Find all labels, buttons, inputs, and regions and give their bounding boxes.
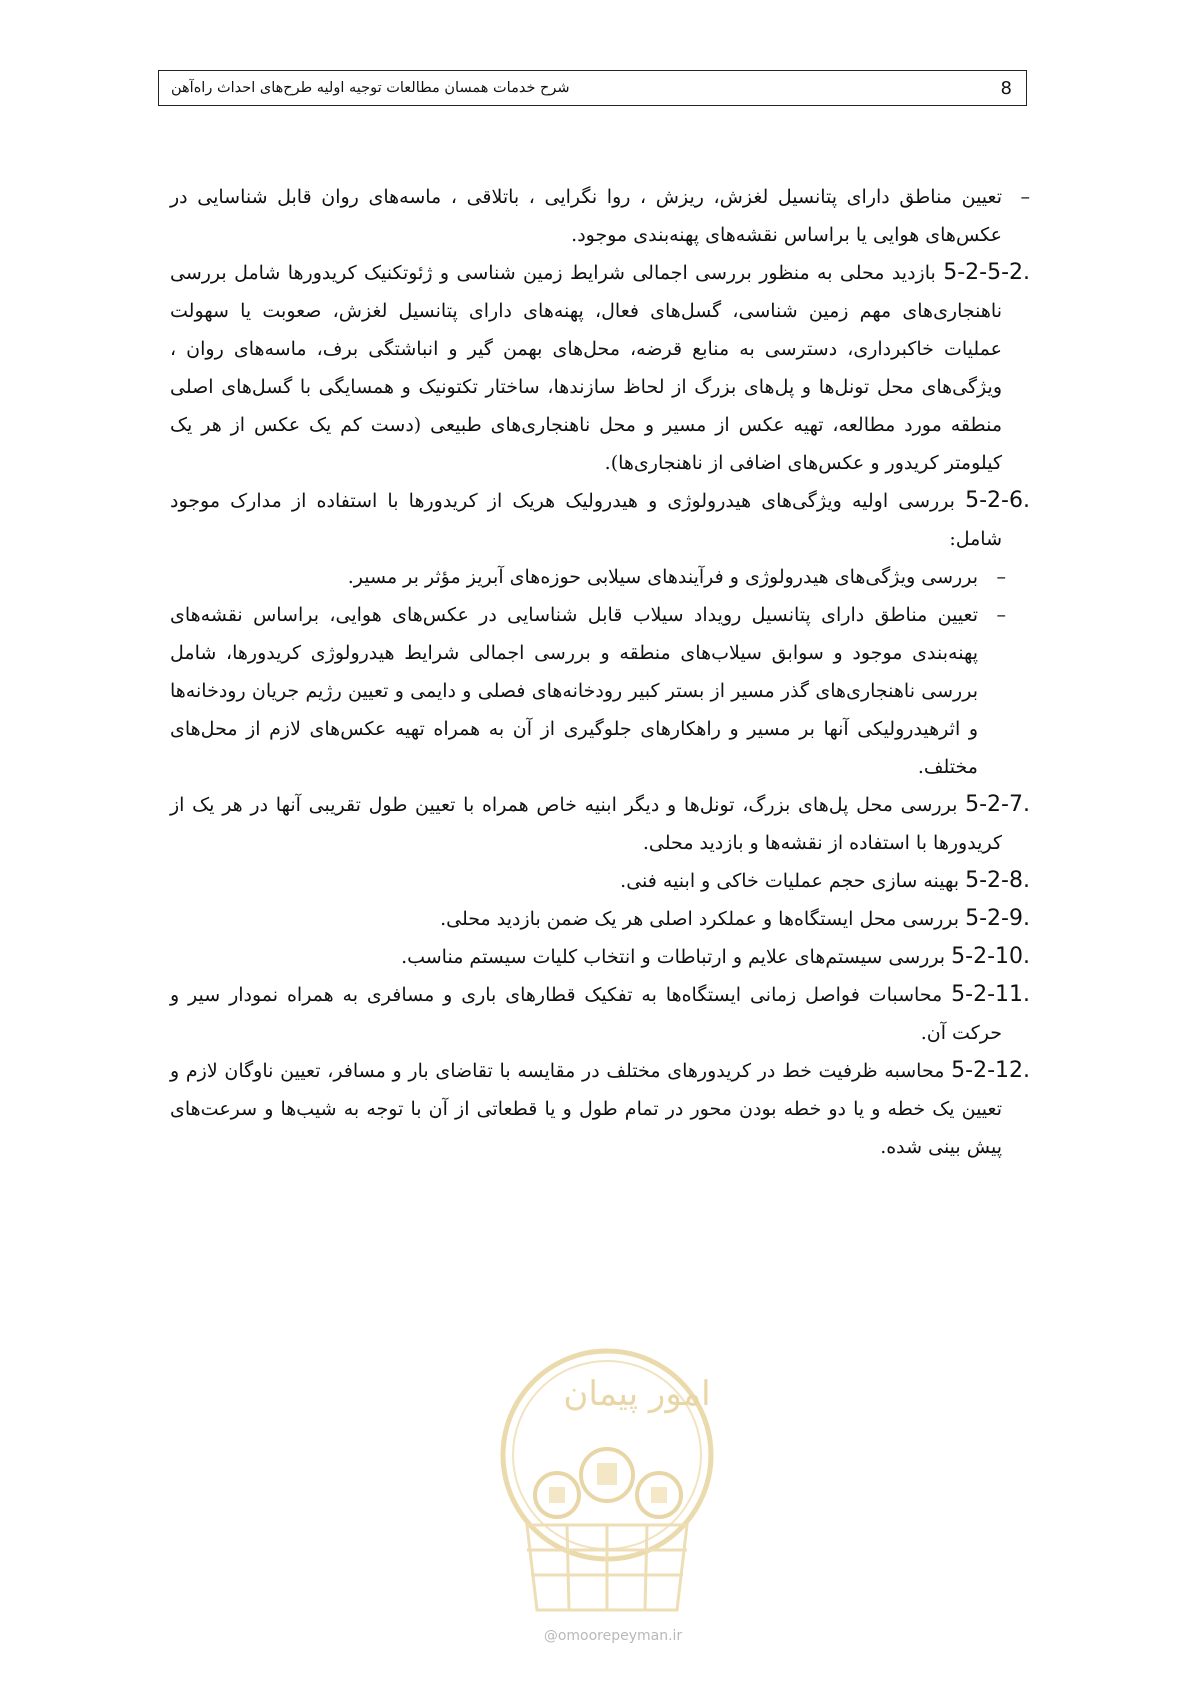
bullet-text: بررسی ویژگی‌های هیدرولوژی و فرآیندهای سیلابی حوزه‌های آبریز مؤثر بر مسیر. xyxy=(347,566,978,588)
section-text: محاسبات فواصل زمانی ایستگاه‌ها به تفکیک قطارهای باری و مسافری به همراه نمودار سیر و حرکت آن. xyxy=(170,984,1002,1044)
section-text: بررسی محل ایستگاه‌ها و عملکرد اصلی هر یک ضمن بازدید محلی. xyxy=(440,908,960,930)
body-text xyxy=(170,178,1030,1166)
watermark-logo xyxy=(487,1335,727,1625)
section-5-2-5-2 xyxy=(170,254,1030,482)
section-number: 5-2-11. xyxy=(951,982,1030,1007)
section-5-2-6 xyxy=(170,482,1030,558)
hydro-bullet-1 xyxy=(170,558,1030,596)
section-number: 5-2-5-2. xyxy=(943,260,1030,285)
section-text: بررسی اولیه ویژگی‌های هیدرولوژی و هیدرولیک هریک از کریدورها با استفاده از مدارک موجود شامل: xyxy=(170,490,1002,550)
bullet-text: تعیین مناطق دارای پتانسیل لغزش، ریزش ، روا نگرایی ، باتلاقی ، ماسه‌های روان قابل شناسایی در عکس‌های هوایی یا براساس نقشه‌های پهنه‌بندی موجود. xyxy=(170,186,1002,246)
bullet-dash: – xyxy=(996,604,1006,626)
section-number: 5-2-8. xyxy=(965,868,1030,893)
section-number: 5-2-10. xyxy=(951,944,1030,969)
section-text: محاسبه ظرفیت خط در کریدورهای مختلف در مقایسه با تقاضای بار و مسافر، تعیین ناوگان لازم و تعیین یک خطه و یا دو خطه بودن محور در تمام طول و یا قطعاتی از آن با توجه به شیب‌ها و سرعت‌های پیش بینی شده. xyxy=(170,1060,1002,1158)
section-text: بهینه سازی حجم عملیات خاکی و ابنیه فنی. xyxy=(620,870,960,892)
watermark-url: @omoorepeyman.ir xyxy=(543,1628,683,1644)
section-5-2-12 xyxy=(170,1052,1030,1166)
section-text: بررسی سیستم‌های علایم و ارتباطات و انتخاب کلیات سیستم مناسب. xyxy=(401,946,946,968)
bullet-dash: – xyxy=(1020,186,1030,208)
bullet-text: تعیین مناطق دارای پتانسیل رویداد سیلاب قابل شناسایی در عکس‌های هوایی، براساس نقشه‌های پهنه‌بندی موجود و سوابق سیلاب‌های منطقه و بررسی اجمالی شرایط هیدرولوژی کریدورها، شامل بررسی ناهنجاری‌های گذر مسیر از بستر کبیر رودخانه‌های فصلی و دایمی و تعیین رژیم جریان رودخانه‌ها و اثرهیدرولیکی آنها بر مسیر و راهکارهای جلوگیری از آن به همراه تهیه عکس‌های لازم از محل‌های مختلف. xyxy=(170,604,978,778)
section-text: بازدید محلی به منظور بررسی اجمالی شرایط زمین شناسی و ژئوتکنیک کریدورها شامل بررسی ناهنجاری‌های مهم زمین شناسی، گسل‌های فعال، پهنه‌های دارای پتانسیل لغزش، صعوبت یا سهولت عملیات خاکبرداری، دسترسی به منابع قرضه، محل‌های بهمن گیر و انباشتگی برف، ماسه‌های روان ، ویژگی‌های محل تونل‌ها و پل‌های بزرگ از لحاظ سازندها، ساختار تکتونیک و همسایگی با گسل‌های اصلی منطقه مورد مطالعه، تهیه عکس از مسیر و محل ناهنجاری‌های طبیعی (دست کم یک عکس از هر یک کیلومتر کریدور و عکس‌های اضافی از ناهنجاری‌ها). xyxy=(170,262,1002,474)
hydro-bullet-2 xyxy=(170,596,1030,786)
section-text: بررسی محل پل‌های بزرگ، تونل‌ها و دیگر ابنیه خاص همراه با تعیین طول تقریبی آنها در هر یک از کریدورها با استفاده از نقشه‌ها و بازدید محلی. xyxy=(170,794,1002,854)
running-title: شرح خدمات همسان مطالعات توجیه اولیه طرح‌های احداث راه‌آهن xyxy=(171,80,570,96)
bullet-dash: – xyxy=(996,566,1006,588)
section-5-2-8 xyxy=(170,862,1030,900)
page-header xyxy=(158,70,1027,106)
watermark-logo-text: امور پیمان xyxy=(563,1374,711,1414)
section-number: 5-2-9. xyxy=(965,906,1030,931)
section-number: 5-2-6. xyxy=(965,488,1030,513)
section-5-2-7 xyxy=(170,786,1030,862)
intro-bullet xyxy=(170,178,1030,254)
page-number: 8 xyxy=(1000,77,1012,99)
section-5-2-10 xyxy=(170,938,1030,976)
section-5-2-9 xyxy=(170,900,1030,938)
section-5-2-11 xyxy=(170,976,1030,1052)
section-number: 5-2-7. xyxy=(965,792,1030,817)
section-number: 5-2-12. xyxy=(951,1058,1030,1083)
